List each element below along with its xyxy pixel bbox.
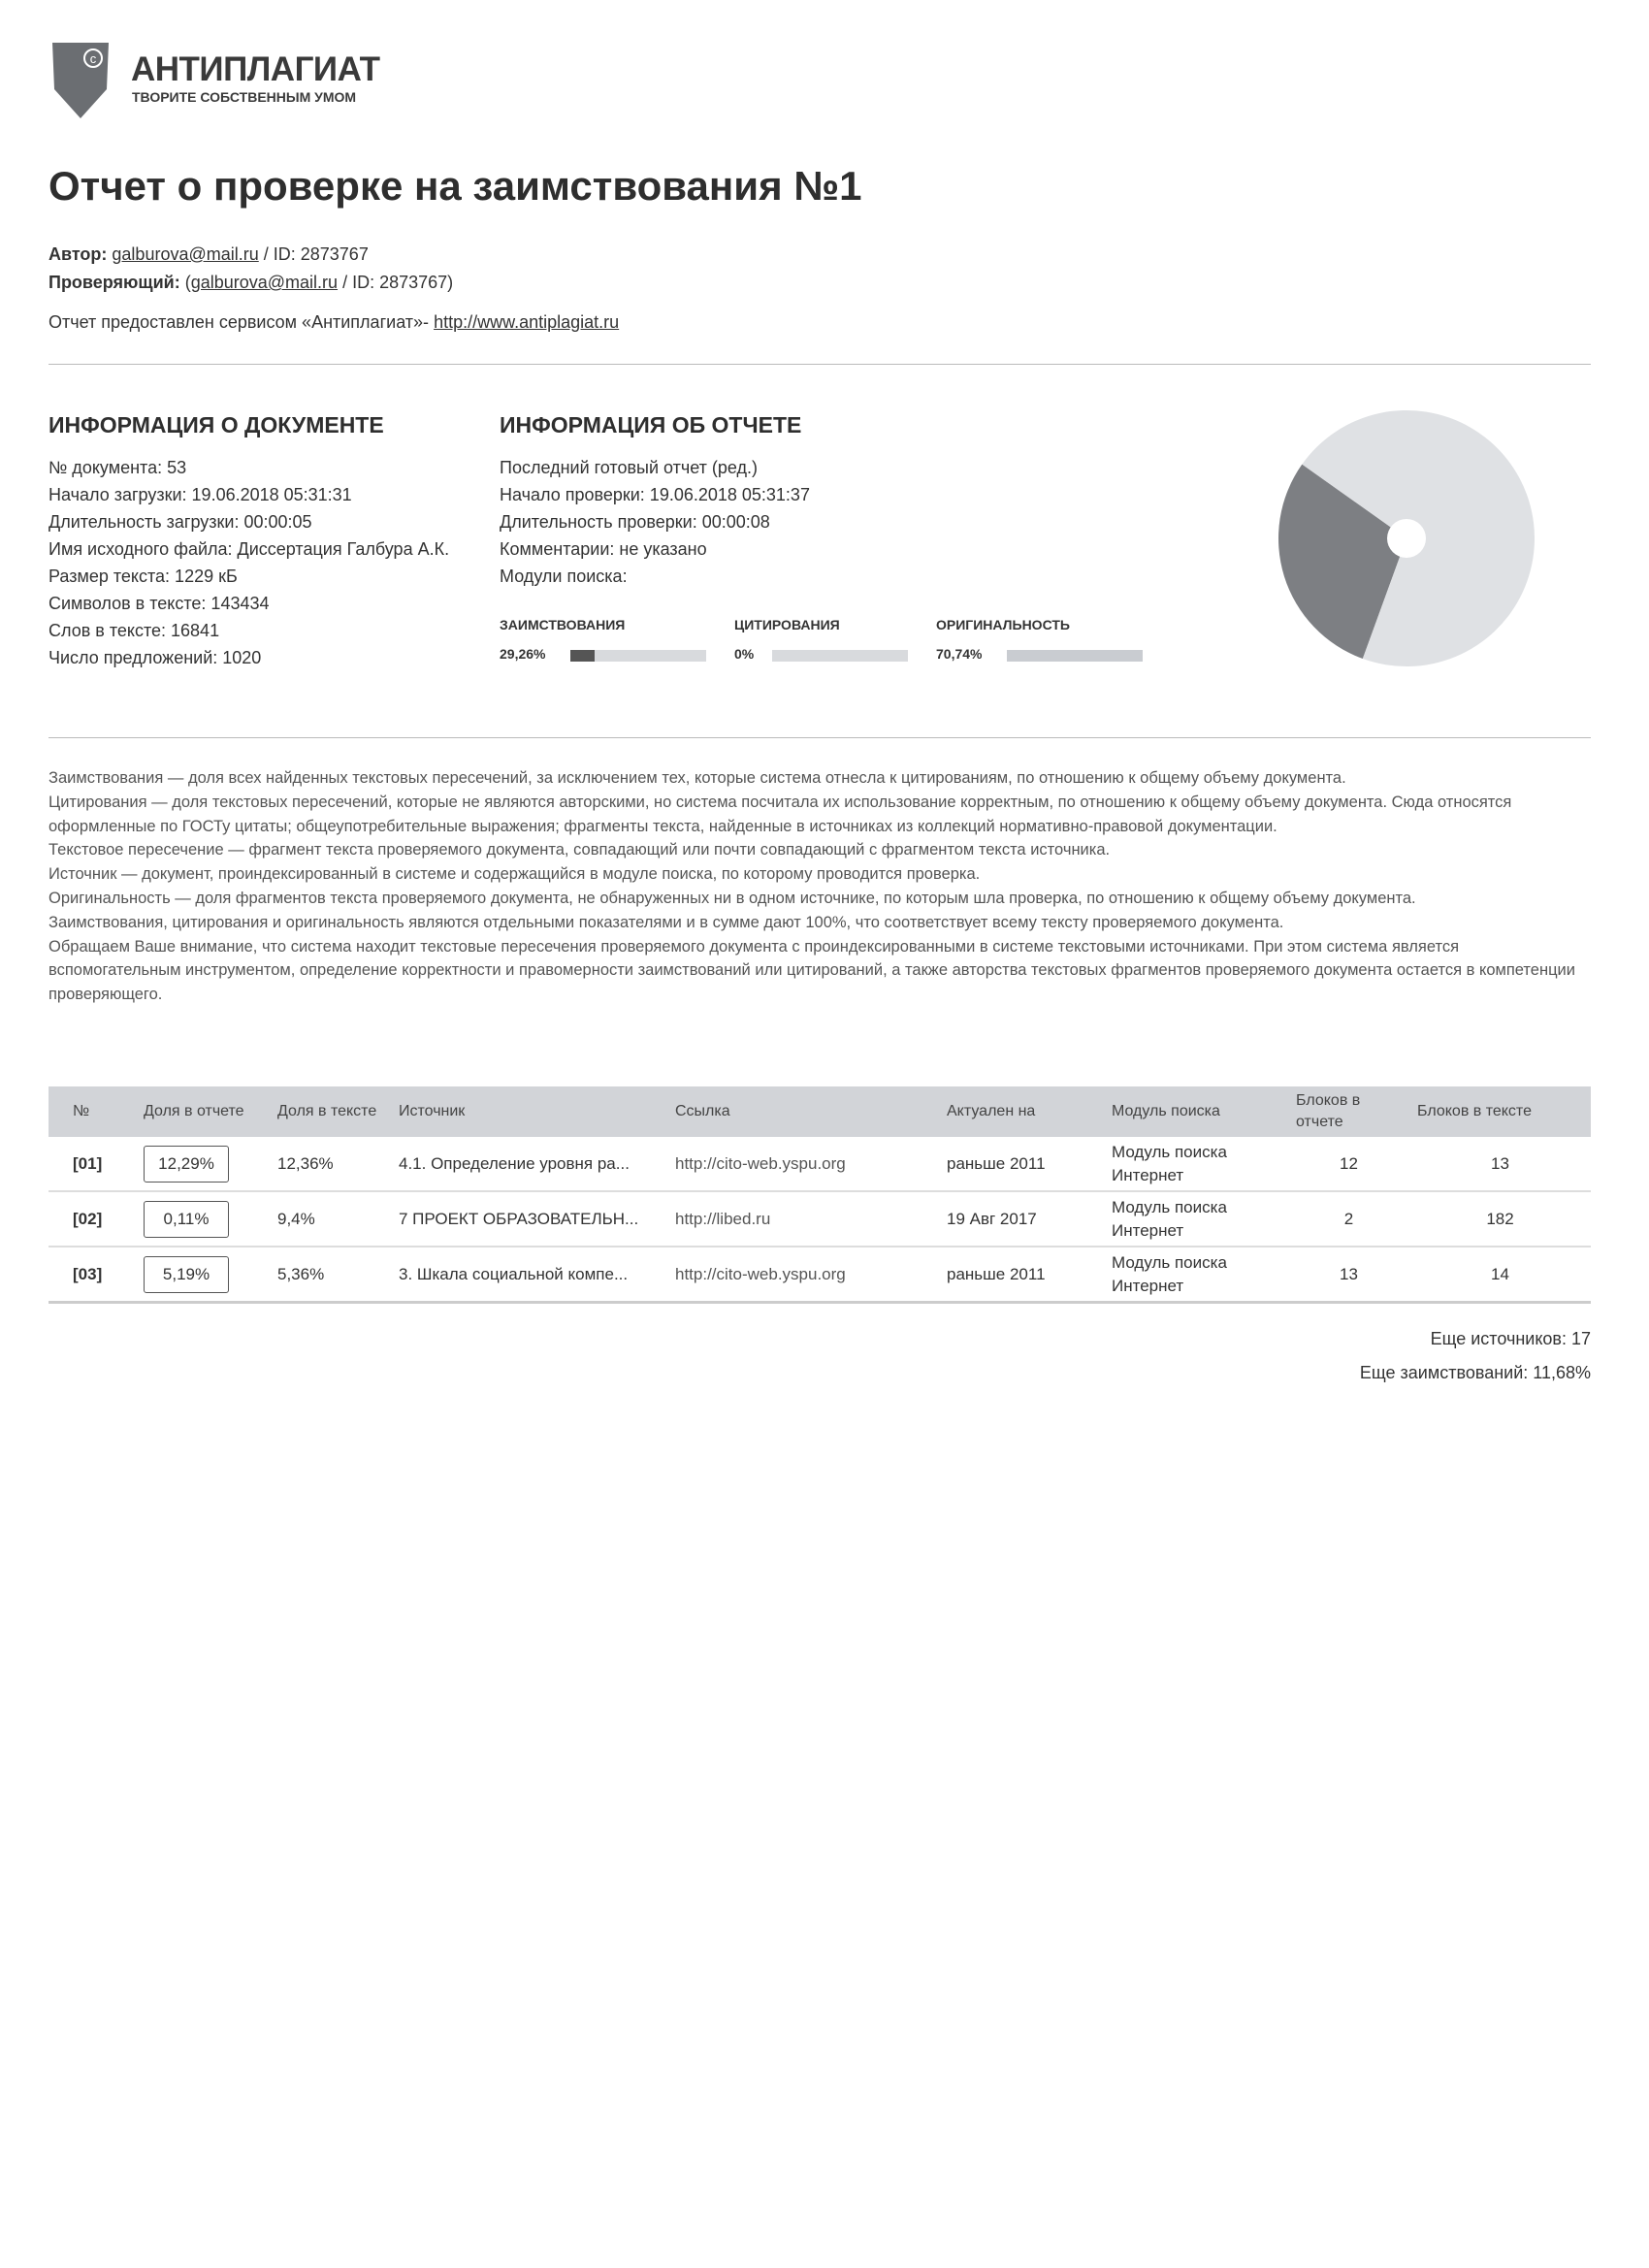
search-module: Модуль поиска Интернет	[1112, 1252, 1227, 1295]
report-info-line: Последний готовый отчет (ред.)	[500, 458, 759, 477]
col-header: Доля в тексте	[270, 1086, 391, 1137]
col-header: Источник	[391, 1086, 667, 1137]
table-row[interactable]	[48, 1247, 1591, 1303]
blocks-in-text: 182	[1486, 1209, 1514, 1228]
metric-cite-value: 0%	[734, 646, 755, 662]
metric-cite-label: ЦИТИРОВАНИЯ	[734, 617, 840, 632]
definition: Текстовое пересечение — фрагмент текста проверяемого документа, совпадающий или почти совпадающий с фрагментом текста источника.	[48, 841, 1111, 859]
source-link[interactable]: http://cito-web.yspu.org	[675, 1153, 846, 1173]
metric-borrow-bar	[570, 650, 706, 662]
author-email-link[interactable]: galburova@mail.ru	[112, 244, 259, 264]
reviewer-email-link[interactable]: galburova@mail.ru	[190, 273, 339, 292]
col-header: Модуль поиска	[1104, 1086, 1288, 1137]
source-title[interactable]: 3. Шкала социальной компе...	[399, 1264, 629, 1283]
source-title[interactable]: 4.1. Определение уровня ра...	[399, 1153, 630, 1173]
service-text: Отчет предоставлен сервисом «Антиплагиат»-	[48, 312, 435, 332]
actual-date: раньше 2011	[947, 1264, 1046, 1283]
source-number: [02]	[73, 1209, 103, 1228]
doc-info-line: Размер текста: 1229 кБ	[48, 567, 238, 586]
metric-original-value: 70,74%	[936, 646, 983, 662]
page-title: Отчет о проверке на заимствования №1	[48, 163, 862, 209]
share-in-text: 9,4%	[277, 1209, 315, 1228]
definition: Источник — документ, проиндексированный в системе и содержащийся в модуле поиска, по которому проводится проверка.	[48, 865, 981, 884]
col-header: №	[48, 1086, 136, 1137]
definition: Оригинальность — доля фрагментов текста проверяемого документа, не обнаруженных ни в одном источнике, по которым шла проверка, по отношению к общему объему документа.	[48, 889, 1416, 907]
share-in-text: 5,36%	[277, 1264, 325, 1283]
metric-original-label: ОРИГИНАЛЬНОСТЬ	[936, 617, 1070, 632]
doc-info-line: Число предложений: 1020	[48, 648, 262, 667]
report-info-list	[500, 454, 810, 590]
blocks-in-text: 14	[1491, 1264, 1509, 1283]
doc-info-line: № документа: 53	[48, 458, 187, 477]
logo-tagline: ТВОРИТЕ СОБСТВЕННЫМ УМОМ	[132, 89, 357, 105]
blocks-in-report: 13	[1340, 1264, 1358, 1283]
report-info-line: Комментарии: не указано	[500, 539, 707, 559]
source-link[interactable]: http://cito-web.yspu.org	[675, 1264, 846, 1283]
table-row[interactable]	[48, 1191, 1591, 1247]
pie-hole	[1387, 519, 1426, 558]
blocks-in-report: 2	[1343, 1209, 1354, 1228]
metric-borrow-value: 29,26%	[500, 646, 546, 662]
col-header: Актуален на	[939, 1086, 1104, 1137]
reviewer-id: / ID: 2873767)	[338, 273, 454, 292]
svg-text:c: c	[89, 51, 97, 66]
blocks-in-text: 13	[1491, 1153, 1509, 1173]
more-sources: Еще источников: 17	[1430, 1329, 1591, 1348]
reviewer-label: Проверяющий:	[48, 273, 180, 292]
col-header: Доля в отчете	[136, 1086, 270, 1137]
col-header: Блоков в отчете	[1288, 1086, 1409, 1137]
definition: Цитирования — доля текстовых пересечений, которые не являются авторскими, но система посчитала их использование корректным, по отношению к общему объему документа. Сюда относятся оформленные по ГОСТу цитаты; общеупотребительные выражения; фрагменты текста, найденные в источниках из коллекций нормативно-правовой документации.	[48, 793, 1512, 835]
result-pie-chart	[1271, 403, 1542, 674]
definition: Заимствования, цитирования и оригинальность являются отдельными показателями и в сумме дают 100%, что соответствует всему тексту проверяемого документа.	[48, 913, 1284, 931]
share-in-report-badge[interactable]: 0,11%	[144, 1201, 229, 1238]
actual-date: 19 Авг 2017	[947, 1209, 1037, 1228]
table-row[interactable]	[48, 1137, 1591, 1191]
author-label: Автор:	[48, 244, 108, 264]
blocks-in-report: 12	[1340, 1153, 1358, 1173]
more-borrowings: Еще заимствований: 11,68%	[1359, 1363, 1591, 1382]
share-in-text: 12,36%	[277, 1153, 334, 1173]
sources-table	[48, 1086, 1591, 1304]
doc-info-line: Символов в тексте: 143434	[48, 594, 270, 613]
report-info-line: Начало проверки: 19.06.2018 05:31:37	[500, 485, 810, 504]
logo-name: АНТИПЛАГИАТ	[131, 50, 380, 88]
search-module: Модуль поиска Интернет	[1112, 1197, 1227, 1240]
doc-info-line: Имя исходного файла: Диссертация Галбура А.К.	[48, 539, 450, 559]
definitions	[48, 766, 1591, 1007]
share-in-report-badge[interactable]: 5,19%	[144, 1256, 229, 1293]
reviewer-line	[48, 273, 453, 293]
shield-logo-icon	[48, 39, 113, 120]
col-header: Блоков в тексте	[1409, 1086, 1591, 1137]
author-line	[48, 244, 369, 265]
share-in-report-badge[interactable]: 12,29%	[144, 1146, 229, 1183]
doc-info-heading: ИНФОРМАЦИЯ О ДОКУМЕНТЕ	[48, 412, 384, 437]
definition: Заимствования — доля всех найденных текстовых пересечений, за исключением тех, которые система отнесла к цитированиям, по отношению к общему объему документа.	[48, 769, 1346, 787]
source-number: [01]	[73, 1153, 103, 1173]
doc-info-line: Начало загрузки: 19.06.2018 05:31:31	[48, 485, 352, 504]
source-title[interactable]: 7 ПРОЕКТ ОБРАЗОВАТЕЛЬН...	[399, 1209, 639, 1228]
report-info-line: Длительность проверки: 00:00:08	[500, 512, 770, 532]
metric-cite-bar	[772, 650, 908, 662]
author-id: / ID: 2873767	[258, 244, 369, 264]
doc-info-line: Длительность загрузки: 00:00:05	[48, 512, 312, 532]
actual-date: раньше 2011	[947, 1153, 1046, 1173]
metric-borrow-label: ЗАИМСТВОВАНИЯ	[500, 617, 626, 632]
service-line	[48, 312, 619, 333]
search-module: Модуль поиска Интернет	[1112, 1142, 1227, 1184]
source-number: [03]	[73, 1264, 103, 1283]
report-info-line: Модули поиска:	[500, 567, 628, 586]
reviewer-paren: (	[179, 273, 191, 292]
report-info-heading: ИНФОРМАЦИЯ ОБ ОТЧЕТЕ	[500, 412, 802, 437]
metric-original-bar	[1007, 650, 1143, 662]
definition: Обращаем Ваше внимание, что система находит текстовые пересечения проверяемого документа с проиндексированными в системе текстовыми источниками. При этом система является вспомогательным инструментом, определение корректности и правомерности заимствований или цитирований, а также авторства текстовых фрагментов проверяемого документа остается в компетенции проверяющего.	[48, 937, 1575, 1004]
service-link[interactable]: http://www.antiplagiat.ru	[434, 312, 620, 332]
table-header-row	[48, 1086, 1591, 1137]
doc-info-line: Слов в тексте: 16841	[48, 621, 220, 640]
divider	[48, 737, 1591, 738]
col-header: Ссылка	[667, 1086, 939, 1137]
source-link[interactable]: http://libed.ru	[675, 1209, 771, 1228]
doc-info-list	[48, 454, 475, 671]
divider	[48, 364, 1591, 365]
